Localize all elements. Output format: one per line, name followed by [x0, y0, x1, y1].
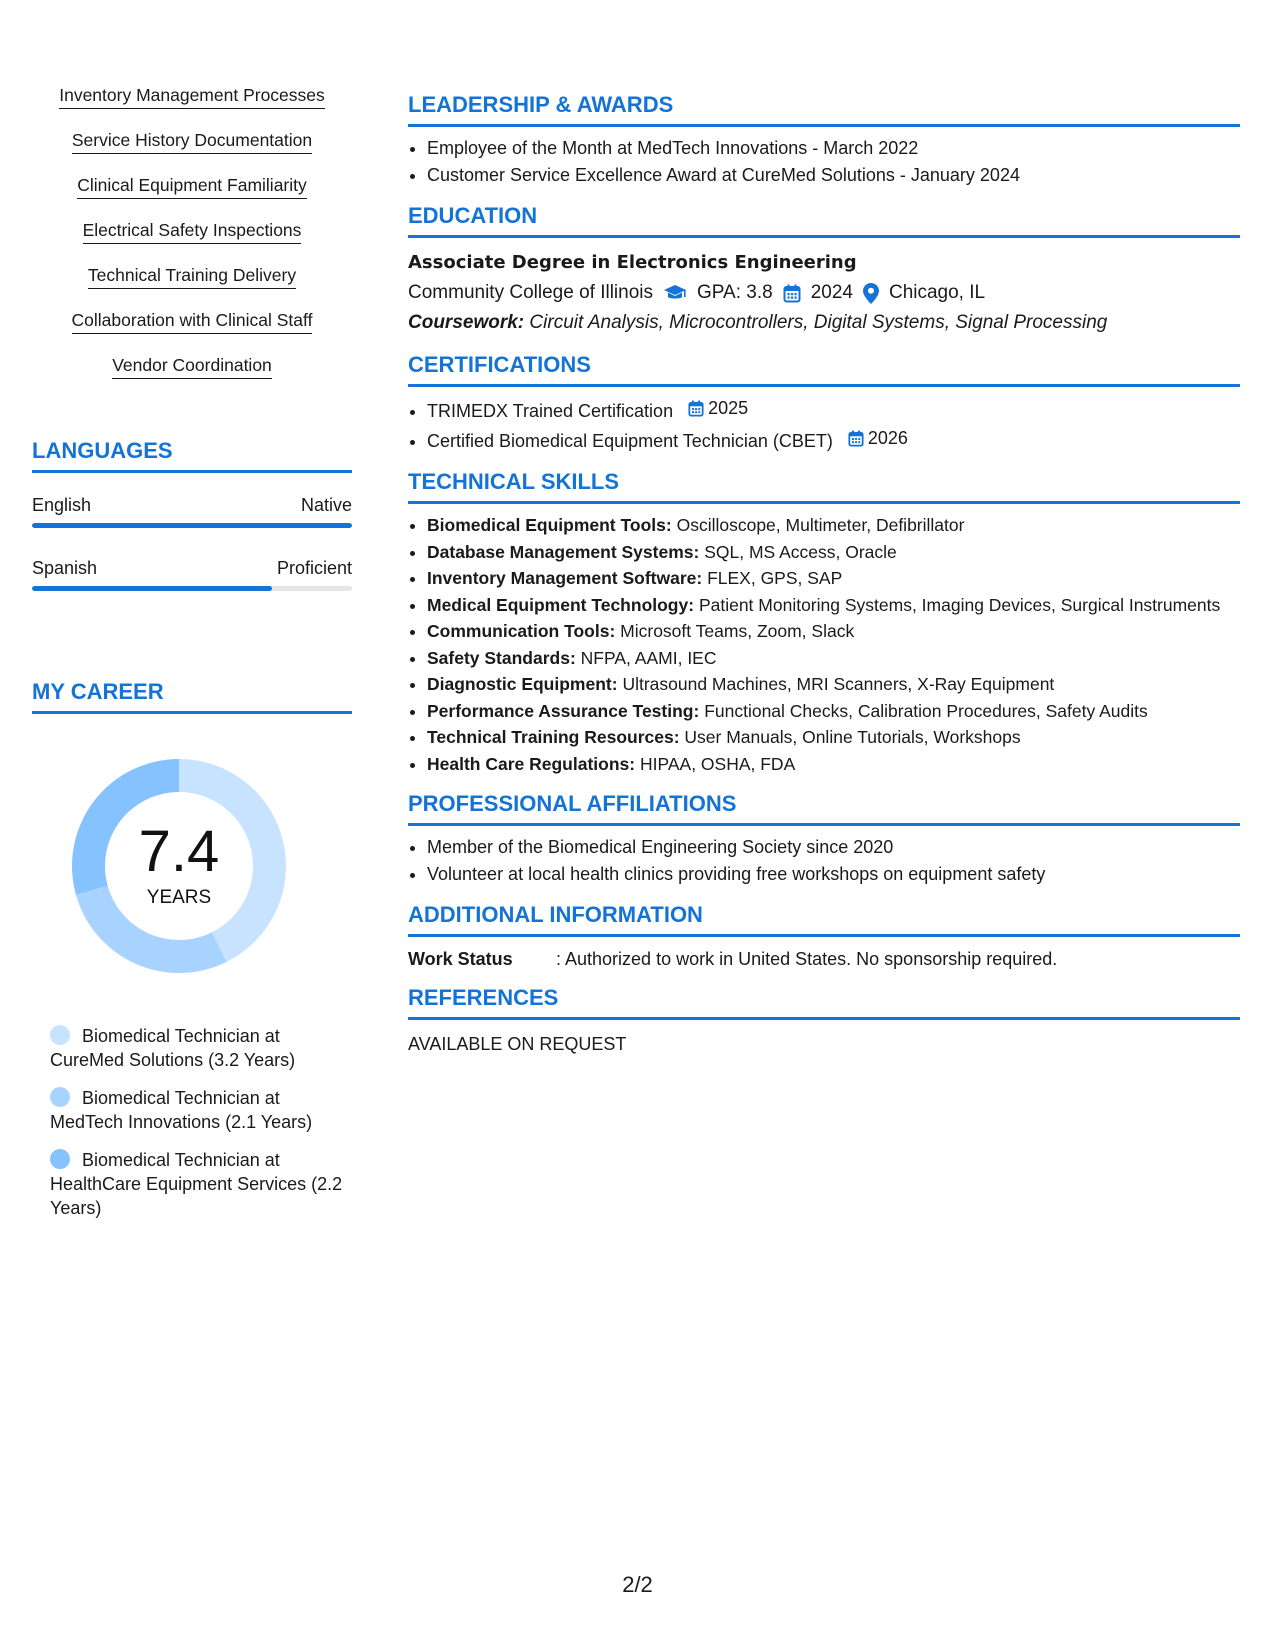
- skill-values: Oscilloscope, Multimeter, Defibrillator: [676, 515, 965, 535]
- education-section: [408, 203, 1240, 338]
- career-donut-chart: [66, 753, 292, 979]
- language-name: Spanish: [32, 558, 98, 578]
- career-legend-item: [50, 1024, 350, 1072]
- language-bar-fill: [32, 523, 352, 528]
- education-coursework: [408, 308, 1240, 338]
- references-heading: REFERENCES: [408, 985, 1240, 1020]
- certification-item: [427, 395, 1240, 425]
- languages-heading: LANGUAGES: [32, 438, 352, 473]
- legend-dot-icon: [50, 1149, 70, 1169]
- work-status-row: [408, 947, 1240, 971]
- career-legend-label: Biomedical Technician at CureMed Solutions (3.2 Years): [50, 1026, 296, 1070]
- certification-year: 2026: [867, 428, 908, 448]
- career-legend-label: Biomedical Technician at HealthCare Equipment Services (2.2 Years): [50, 1150, 343, 1218]
- legend-dot-icon: [50, 1087, 70, 1107]
- skill-tag-item: [32, 309, 352, 354]
- references-text: AVAILABLE ON REQUEST: [408, 1034, 627, 1054]
- career-legend-item: [50, 1086, 350, 1134]
- technical-skill-item: [427, 645, 1240, 672]
- right-column: [408, 92, 1240, 1070]
- education-gpa: GPA: 3.8: [697, 282, 773, 303]
- references-section: [408, 985, 1240, 1056]
- calendar-icon: [688, 400, 704, 417]
- language-level: Proficient: [276, 558, 352, 578]
- education-degree: Associate Degree in Electronics Engineering: [408, 252, 857, 273]
- skill-category: Performance Assurance Testing:: [427, 700, 700, 721]
- affiliations-section: [408, 791, 1240, 888]
- list-item: • Employee of the Month at MedTech Innovations - March 2022: [427, 135, 1240, 162]
- education-location: Chicago, IL: [888, 282, 986, 303]
- skills-tag-list: [32, 84, 352, 399]
- skill-values: FLEX, GPS, SAP: [707, 568, 843, 588]
- affiliations-list: [408, 834, 1240, 888]
- technical-skill-item: [427, 618, 1240, 645]
- work-status-value: : Authorized to work in United States. No sponsorship required.: [556, 949, 1058, 969]
- leadership-heading: LEADERSHIP & AWARDS: [408, 92, 1240, 127]
- skill-category: Safety Standards:: [427, 647, 576, 668]
- certification-name: TRIMEDX Trained Certification: [427, 401, 674, 421]
- list-item: • Volunteer at local health clinics providing free workshops on equipment safety: [427, 861, 1240, 888]
- technical-skill-item: [427, 724, 1240, 751]
- technical-skill-item: [427, 592, 1240, 619]
- technical-skill-item: [427, 512, 1240, 539]
- skill-category: Technical Training Resources:: [427, 727, 680, 747]
- career-heading: MY CAREER: [32, 679, 352, 714]
- skill-tag-item: [32, 264, 352, 309]
- technical-skills-section: [408, 469, 1240, 777]
- career-legend-label: Biomedical Technician at MedTech Innovations (2.1 Years): [50, 1088, 313, 1132]
- skill-values: Patient Monitoring Systems, Imaging Devices, Surgical Instruments: [698, 594, 1221, 615]
- technical-skills-heading: TECHNICAL SKILLS: [408, 469, 1240, 504]
- skill-tag-item: [32, 129, 352, 174]
- technical-skill-item: [427, 565, 1240, 592]
- skill-tag: Service History Documentation: [72, 129, 312, 154]
- certifications-section: [408, 352, 1240, 455]
- skill-tag: Inventory Management Processes: [59, 84, 325, 109]
- skill-category: Communication Tools:: [427, 621, 616, 641]
- career-legend: [50, 1024, 350, 1234]
- page-number: 2/2: [622, 1572, 653, 1597]
- list-item: • Member of the Biomedical Engineering Society since 2020: [427, 834, 1240, 861]
- calendar-icon: [783, 284, 801, 303]
- technical-skills-list: [408, 512, 1240, 777]
- technical-skill-item: [427, 751, 1240, 778]
- technical-skill-item: [427, 539, 1240, 566]
- skill-tag: Electrical Safety Inspections: [83, 219, 302, 244]
- language-bar: [32, 586, 352, 591]
- skill-tag: Vendor Coordination: [112, 354, 272, 379]
- education-school: Community College of Illinois: [408, 282, 653, 303]
- affiliations-heading: PROFESSIONAL AFFILIATIONS: [408, 791, 1240, 826]
- skill-tag: Technical Training Delivery: [88, 264, 296, 289]
- certification-year: 2025: [708, 398, 749, 418]
- language-item: [32, 556, 352, 591]
- career-total-years: 7.4: [138, 819, 220, 884]
- coursework-label: Coursework:: [408, 312, 525, 333]
- skill-category: Health Care Regulations:: [427, 753, 636, 774]
- skill-category: Biomedical Equipment Tools:: [427, 515, 672, 535]
- skill-values: Functional Checks, Calibration Procedures, Safety Audits: [704, 700, 1148, 721]
- education-meta: [408, 278, 1240, 308]
- list-item: • Customer Service Excellence Award at CureMed Solutions - January 2024: [427, 162, 1240, 189]
- language-level: Native: [300, 495, 352, 515]
- languages-section: [32, 438, 352, 591]
- technical-skill-item: [427, 698, 1240, 725]
- certifications-list: [408, 395, 1240, 455]
- work-status-label: Work Status: [408, 949, 513, 969]
- leadership-section: [408, 92, 1240, 189]
- calendar-icon: [848, 430, 864, 447]
- certifications-heading: CERTIFICATIONS: [408, 352, 1240, 387]
- skill-values: Microsoft Teams, Zoom, Slack: [620, 621, 855, 641]
- leadership-list: [408, 135, 1240, 189]
- skill-values: User Manuals, Online Tutorials, Workshops: [684, 727, 1021, 747]
- skill-tag: Collaboration with Clinical Staff: [72, 309, 313, 334]
- location-pin-icon: [863, 283, 879, 304]
- graduation-cap-icon: [663, 284, 687, 302]
- skill-values: NFPA, AAMI, IEC: [580, 647, 717, 668]
- language-item: [32, 493, 352, 528]
- skill-category: Diagnostic Equipment:: [427, 674, 618, 694]
- education-year: 2024: [810, 282, 853, 303]
- additional-info-section: [408, 902, 1240, 971]
- skill-values: SQL, MS Access, Oracle: [704, 541, 897, 562]
- skill-tag-item: [32, 354, 352, 399]
- language-name: English: [32, 495, 92, 515]
- skill-tag-item: [32, 84, 352, 129]
- coursework-list: Circuit Analysis, Microcontrollers, Digital Systems, Signal Processing: [529, 312, 1108, 333]
- certification-name: Certified Biomedical Equipment Technician (CBET): [427, 431, 833, 451]
- skill-values: HIPAA, OSHA, FDA: [639, 753, 796, 774]
- skill-tag-item: [32, 174, 352, 219]
- skill-values: Ultrasound Machines, MRI Scanners, X-Ray Equipment: [622, 674, 1055, 694]
- career-legend-item: [50, 1148, 350, 1220]
- skill-category: Medical Equipment Technology:: [427, 594, 695, 615]
- skill-category: Database Management Systems:: [427, 541, 700, 562]
- skill-tag-item: [32, 219, 352, 264]
- language-bar: [32, 523, 352, 528]
- skill-category: Inventory Management Software:: [427, 568, 703, 588]
- technical-skill-item: [427, 671, 1240, 698]
- certification-item: [427, 425, 1240, 455]
- skill-tag: Clinical Equipment Familiarity: [77, 174, 307, 199]
- career-years-unit: YEARS: [146, 887, 212, 908]
- additional-info-heading: ADDITIONAL INFORMATION: [408, 902, 1240, 937]
- legend-dot-icon: [50, 1025, 70, 1045]
- left-column: [32, 84, 352, 1218]
- career-section: [32, 679, 352, 1218]
- education-heading: EDUCATION: [408, 203, 1240, 238]
- language-bar-fill: [32, 586, 272, 591]
